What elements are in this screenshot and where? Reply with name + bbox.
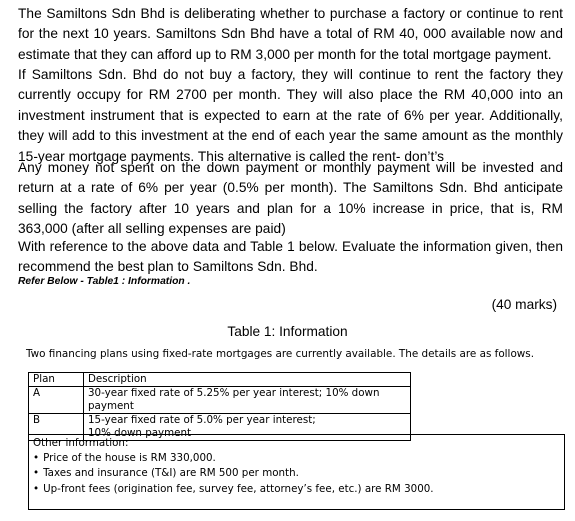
paragraph-investment-return: Any money not spent on the down payment or monthly payment will be invested and return at a rate of 6% per year (0.5% per month). The Samiltons Sdn. Bhd anticipate selling the factory after 10 years and plan for a 10% increase in price, that is, RM 363,000 (after all selling expenses are paid) [18, 160, 563, 237]
header-plan: Plan [29, 373, 84, 387]
plan-id: B [29, 414, 84, 441]
plan-id: A [29, 387, 84, 414]
list-item: • Price of the house is RM 330,000. [33, 451, 560, 466]
plan-description-line: 10% down payment [88, 427, 192, 439]
paragraph-rent-alternative: If Samiltons Sdn. Bhd do not buy a factory, they will continue to rent the factory they currently occupy for RM 2700 per month. They will also place the RM 40,000 into an investment instrument that is expected to earn at the rate of 6% per year. Additionally, they will add to this investment at the end of each year the same amount as the monthly 15-year mortgage payments. This alternative is called the rent- don’t’s [18, 67, 563, 164]
table-row [29, 387, 411, 414]
refer-note: Refer Below - Table1 : Information . [18, 276, 191, 287]
other-information-heading: Other information: [33, 437, 129, 449]
header-description: Description [84, 373, 411, 387]
plan-description [84, 387, 411, 414]
list-item: • Taxes and insurance (T&I) are RM 500 per month. [33, 466, 560, 481]
table-title: Table 1: Information [227, 324, 348, 339]
table-intro: Two financing plans using fixed-rate mortgages are currently available. The details are as follows. [26, 348, 535, 360]
table-header-row [29, 373, 411, 387]
marks-label: (40 marks) [491, 297, 557, 312]
plan-description-line: 30-year fixed rate of 5.25% per year interest; 10% down payment [88, 387, 380, 412]
paragraph-intro: The Samiltons Sdn Bhd is deliberating whether to purchase a factory or continue to rent for the next 10 years. Samiltons Sdn Bhd have a total of RM 40, 000 available now and estimate that they can afford up to RM 3,000 per month for the total mortgage payment. [18, 6, 563, 62]
other-information-box [28, 434, 565, 510]
plans-table [28, 372, 411, 441]
plan-description-line: 15-year fixed rate of 5.0% per year interest; [88, 414, 316, 426]
other-information-list [33, 451, 560, 497]
list-item: • Up-front fees (origination fee, survey fee, attorney’s fee, etc.) are RM 3000. [33, 482, 560, 497]
paragraph-task: With reference to the above data and Table 1 below. Evaluate the information given, then recommend the best plan to Samiltons Sdn. Bhd. [18, 239, 563, 275]
